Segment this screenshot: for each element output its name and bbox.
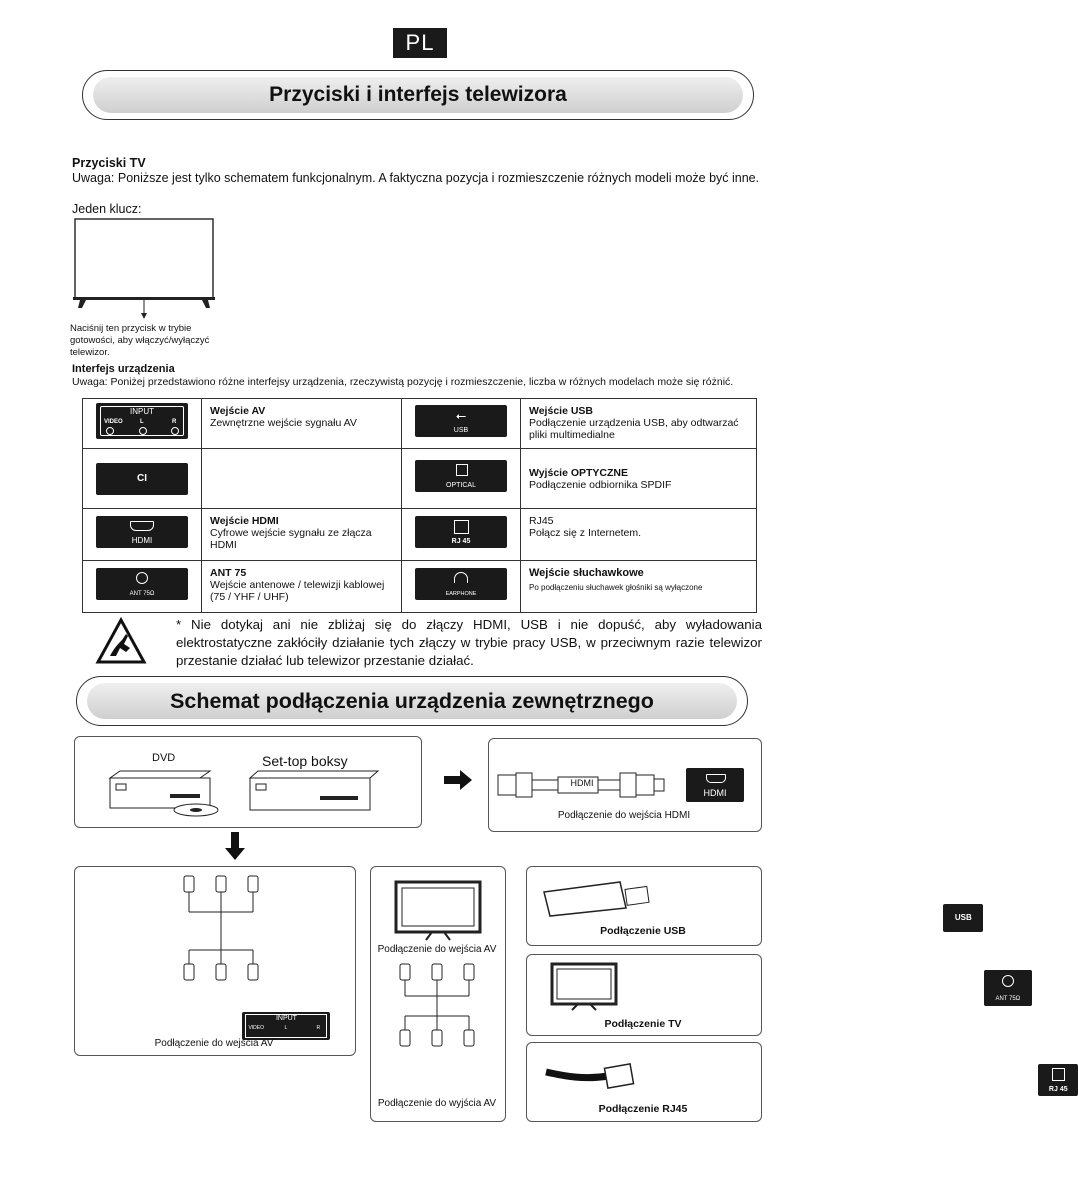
rj45-port-icon: RJ 45 xyxy=(1038,1064,1078,1096)
av-input-title: Wejście AV xyxy=(210,405,266,417)
hdmi-cable-label: HDMI xyxy=(570,778,594,788)
section-banner-connections xyxy=(76,676,748,726)
section-banner-buttons xyxy=(82,70,754,120)
hdmi-caption: Podłączenie do wejścia HDMI xyxy=(557,810,691,821)
section-title: Przyciski i interfejs telewizora xyxy=(269,83,567,106)
rca-output-cable-illustration xyxy=(392,960,484,1062)
tv-av-caption: Podłączenie do wejścia AV xyxy=(377,944,497,955)
tv-buttons-note: Uwaga: Poniższe jest tylko schematem funkcjonalnym. A faktyczna pozycja i rozmieszczenie różnych modeli może być inne. xyxy=(72,171,760,185)
rj45-port-icon: RJ 45 xyxy=(415,516,507,548)
usb-port-icon: ⭠ USB xyxy=(415,405,507,437)
rj45-caption: Podłączenie RJ45 xyxy=(598,1103,688,1115)
ci-desc xyxy=(202,449,402,509)
usb-desc: Podłączenie urządzenia USB, aby odtwarzać pliki multimedialne xyxy=(529,417,739,441)
usb-title: Wejście USB xyxy=(529,405,593,417)
ci-slot-icon: CI xyxy=(96,463,188,495)
one-key-label: Jeden klucz: xyxy=(72,202,142,216)
section-title: Schemat podłączenia urządzenia zewnętrznego xyxy=(170,689,654,713)
earphone-port-icon: EARPHONE xyxy=(415,568,507,600)
usb-drive-illustration xyxy=(540,878,660,918)
av-input-caption: Podłączenie do wejścia AV xyxy=(154,1038,274,1049)
hdmi-desc: Cyfrowe wejście sygnału ze złącza HDMI xyxy=(210,527,372,551)
tv-illustration xyxy=(392,880,484,944)
earphone-desc: Po podłączeniu słuchawek głośniki są wyłączone xyxy=(529,583,703,592)
hdmi-port-icon: HDMI xyxy=(96,516,188,548)
interfaces-note: Uwaga: Poniżej przedstawiono różne interfejsy urządzenia, rzeczywistą pozycję i rozmieszczenie, liczba w różnych modelach może się różnić. xyxy=(72,376,734,388)
optical-desc: Podłączenie odbiornika SPDIF xyxy=(529,478,672,491)
optical-title: Wyjście OPTYCZNE xyxy=(529,466,629,479)
av-input-desc: Zewnętrzne wejście sygnału AV xyxy=(210,417,357,429)
tv-caption: Podłączenie TV xyxy=(604,1018,682,1030)
arrow-right-icon xyxy=(444,770,472,790)
ethernet-cable-illustration xyxy=(544,1052,644,1092)
tv-buttons-heading: Przyciski TV xyxy=(72,156,146,170)
av-output-caption: Podłączenie do wyjścia AV xyxy=(377,1098,497,1109)
antenna-port-icon: ANT 75Ω xyxy=(96,568,188,600)
dvd-settop-illustration xyxy=(100,768,400,824)
dvd-label: DVD xyxy=(152,752,176,764)
rj45-title: RJ45 xyxy=(529,515,554,527)
antenna-port-icon: ANT 75Ω xyxy=(984,970,1032,1006)
tv-front-illustration xyxy=(70,216,220,322)
ant-title: ANT 75 xyxy=(210,567,247,579)
esd-warning-icon xyxy=(96,618,146,664)
usb-port-icon: USB xyxy=(943,904,983,932)
language-badge: PL xyxy=(393,28,447,58)
hdmi-port-icon: HDMI xyxy=(686,768,744,802)
table-row xyxy=(83,509,757,561)
table-row xyxy=(83,561,757,613)
optical-port-icon: OPTICAL xyxy=(415,460,507,492)
earphone-title: Wejście słuchawkowe xyxy=(529,567,644,579)
interfaces-heading: Interfejs urządzenia xyxy=(72,363,175,375)
rj45-desc: Połącz się z Internetem. xyxy=(529,527,642,539)
tv-small-illustration xyxy=(548,962,620,1014)
hdmi-title: Wejście HDMI xyxy=(210,515,279,527)
arrow-down-icon xyxy=(225,832,245,860)
av-input-port-icon: INPUT VIDEO L R xyxy=(96,403,188,439)
interfaces-table xyxy=(82,398,757,613)
av-input-panel-icon: INPUT VIDEO L R xyxy=(242,1012,330,1040)
usb-caption: Podłączenie USB xyxy=(600,925,686,937)
ant-desc: Wejście antenowe / telewizji kablowej (75 / YHF / UHF) xyxy=(210,579,385,603)
table-row xyxy=(83,399,757,449)
settop-label: Set-top boksy xyxy=(262,753,348,769)
esd-warning-text: * Nie dotykaj ani nie zbliżaj się do złączy HDMI, USB i nie dopuść, aby wyładowania elektrostatyczne zakłóciły działanie tych złączy w trybie pracy USB, w przeciwnym razie telewizor przestanie działać lub telewizor przestanie działać. xyxy=(176,617,762,668)
press-note: Naciśnij ten przycisk w trybie gotowości, aby włączyć/wyłączyć telewizor. xyxy=(70,323,210,358)
table-row xyxy=(83,449,757,509)
rca-cable-illustration xyxy=(176,872,276,1000)
